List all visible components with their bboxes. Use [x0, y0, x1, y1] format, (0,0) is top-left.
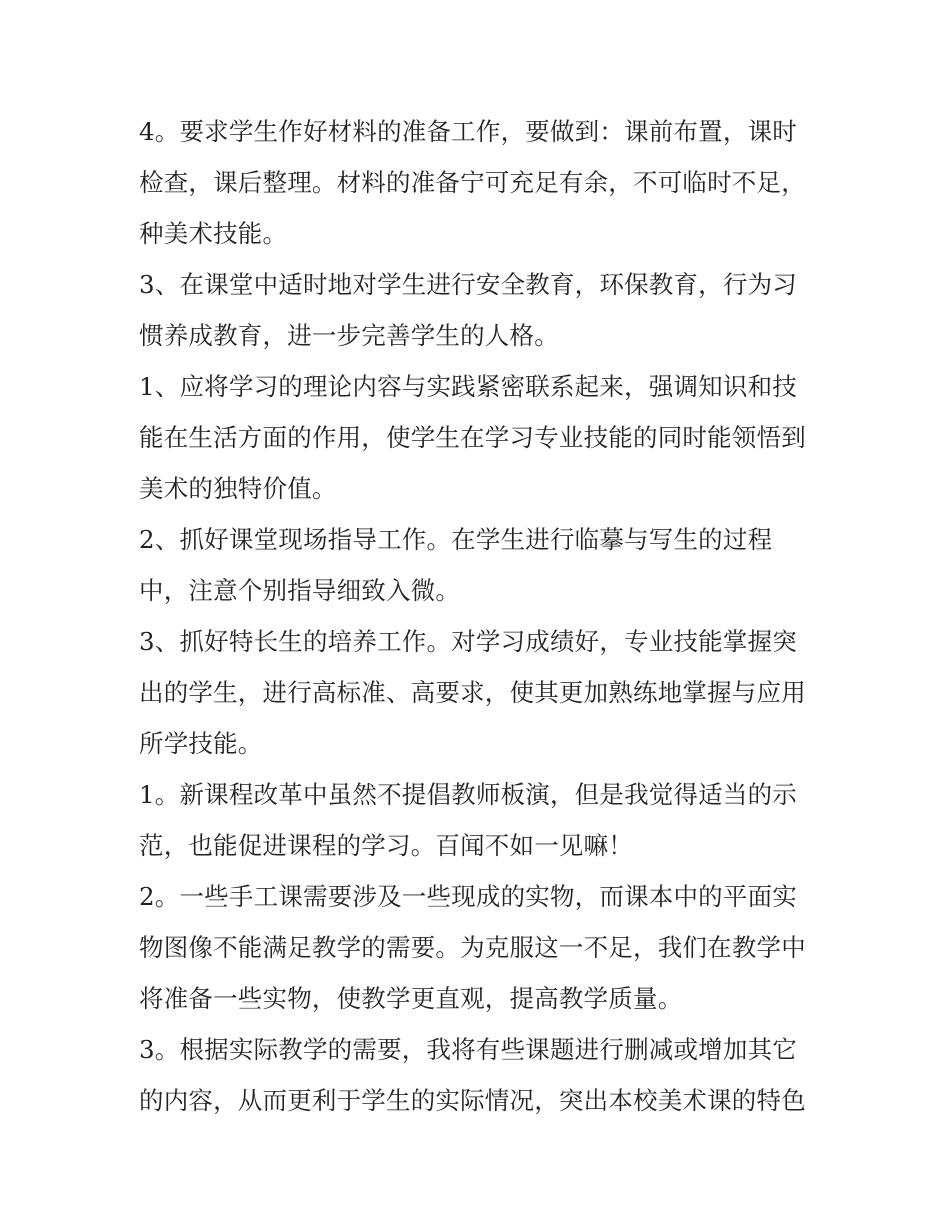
text-line: 美术的独特价值。: [139, 474, 337, 503]
text-line: 惯养成教育，进一步完善学生的人格。: [139, 321, 559, 350]
text-line: 中，注意个别指导细致入微。: [139, 576, 461, 605]
text-line: 1。新课程改革中虽然不提倡教师板演，但是我觉得适当的示: [139, 780, 797, 809]
text-line: 3、在课堂中适时地对学生进行安全教育，环保教育，行为习: [139, 270, 797, 299]
text-line: 4。要求学生作好材料的准备工作，要做到：课前布置，课时: [139, 117, 797, 146]
text-line: 的内容，从而更利于学生的实际情况，突出本校美术课的特色: [139, 1086, 806, 1115]
text-line: 检查，课后整理。材料的准备宁可充足有余，不可临时不足，: [139, 168, 806, 197]
text-line: 能在生活方面的作用，使学生在学习专业技能的同时能领悟到: [139, 423, 806, 452]
text-line: 物图像不能满足教学的需要。为克服这一不足，我们在教学中: [139, 933, 806, 962]
text-line: 2、抓好课堂现场指导工作。在学生进行临摹与写生的过程: [139, 525, 773, 554]
text-line: 3。根据实际教学的需要，我将有些课题进行删减或增加其它: [139, 1035, 797, 1064]
document-body: [139, 106, 829, 1126]
text-line: 种美术技能。: [139, 219, 288, 248]
text-line: 2。一些手工课需要涉及一些现成的实物，而课本中的平面实: [139, 882, 797, 911]
text-line: 3、抓好特长生的培养工作。对学习成绩好，专业技能掌握突: [139, 627, 797, 656]
text-line: 出的学生，进行高标准、高要求，使其更加熟练地掌握与应用: [139, 678, 806, 707]
text-line: 范，也能促进课程的学习。百闻不如一见嘛！: [139, 831, 633, 860]
text-line: 1、应将学习的理论内容与实践紧密联系起来，强调知识和技: [139, 372, 797, 401]
text-line: 将准备一些实物，使教学更直观，提高教学质量。: [139, 984, 683, 1013]
text-line: 所学技能。: [139, 729, 263, 758]
